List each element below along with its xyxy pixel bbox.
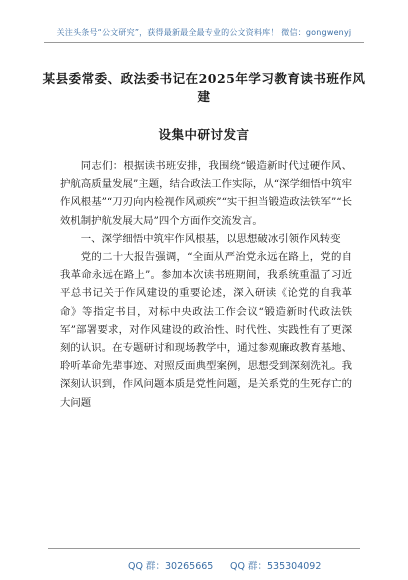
footer-divider [48,548,360,549]
footer-qq-group-left: QQ 群：30265665 [128,561,214,572]
page-header [0,0,408,46]
paragraph-opening: 同志们：根据读书班安排，我围绕“锻造新时代过硬作风、护航高质量发展”主题，结合政法工作实际，从“深学细悟中筑牢作风根基”“刀刃向内检视作风顽疾”“实干担当锻造政法铁军”“长效机制护航发展大局”四个方面作交流发言。 [60,160,352,227]
header-notice: 关注头条号“公文研究”，获得最新最全最专业的公文资料库！ 微信：gongwenyj [56,28,352,37]
page-footer [0,548,408,580]
paragraph-body: 党的二十大报告强调，“全面从严治党永远在路上，党的自我革命永远在路上”。参加本次读书班期间，我系统重温了习近平总书记关于作风建设的重要论述，深入研读《论党的自我革命》等指定书目，对标中央政法工作会议“锻造新时代政法铁军”部署要求，对作风建设的政治性、时代性、实践性有了更深刻的认识。在专题研讨和现场教学中，通过参观廉政教育基地、聆听革命先辈事迹、对照反面典型案例，思想受到深刻洗礼。我深刻认识到，作风问题本质是党性问题，是关系党的生死存亡的大问题 [60,251,352,409]
document-body [60,157,352,412]
paragraph-section-heading: 一、深学细悟中筑牢作风根基，以思想破冰引领作风转变 [80,232,341,245]
document-title-line2: 设集中研讨发言 [158,127,250,142]
header-divider [44,42,364,43]
document-title-line1: 某县委常委、政法委书记在2025年学习教育读书班作风建 [42,71,366,104]
footer-qq-group-right: QQ 群：535304092 [230,561,322,572]
